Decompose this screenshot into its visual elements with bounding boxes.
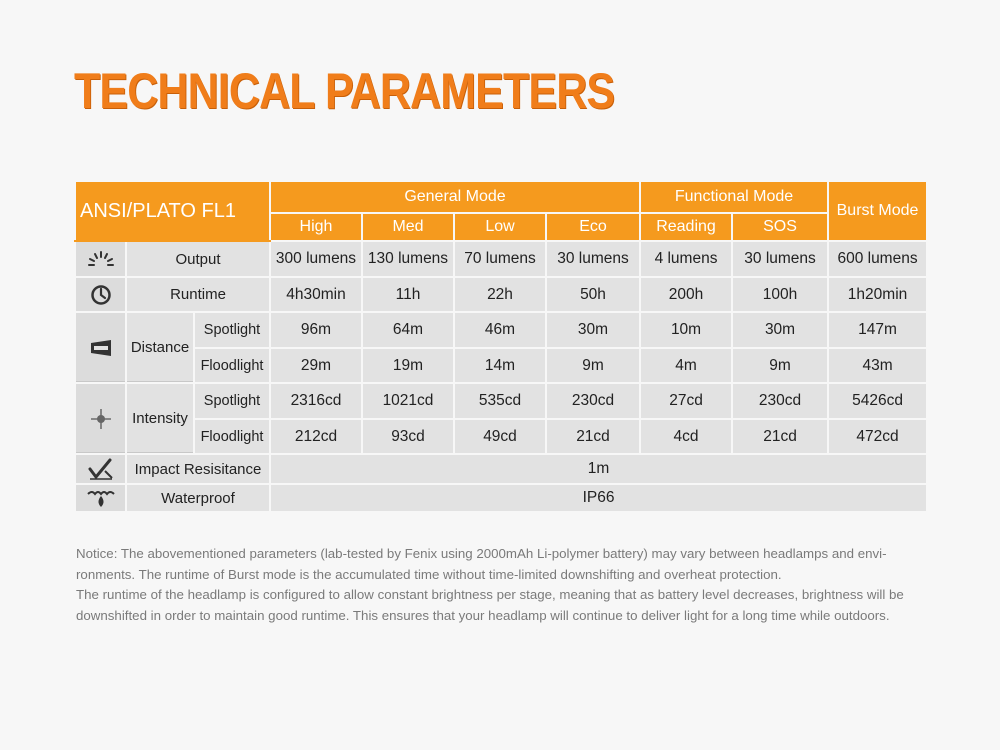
intensity-floodlight-row [75,419,927,454]
distance-flood-eco: 9m [546,348,640,383]
intensity-flood-reading: 4cd [640,419,732,454]
runtime-low: 22h [454,277,546,312]
intensity-spot-high: 2316cd [270,383,362,419]
crosshair-intensity-icon [75,383,126,454]
intensity-spotlight-row [75,383,927,419]
waterproof-row [75,484,927,512]
distance-spot-low: 46m [454,312,546,348]
distance-floodlight-row [75,348,927,383]
runtime-label: Runtime [126,277,270,312]
beam-distance-icon [75,312,126,383]
distance-flood-med: 19m [362,348,454,383]
page-title: TECHNICAL PARAMETERS [74,63,615,119]
intensity-flood-high: 212cd [270,419,362,454]
output-low: 70 lumens [454,241,546,277]
output-burst: 600 lumens [828,241,927,277]
group-general-mode: General Mode [270,181,640,213]
mode-eco: Eco [546,213,640,241]
distance-spot-med: 64m [362,312,454,348]
light-burst-icon [75,241,126,277]
output-reading: 4 lumens [640,241,732,277]
distance-flood-reading: 4m [640,348,732,383]
distance-spotlight-row [75,312,927,348]
output-eco: 30 lumens [546,241,640,277]
mode-reading: Reading [640,213,732,241]
impact-value: 1m [270,454,927,484]
distance-flood-sos: 9m [732,348,828,383]
runtime-high: 4h30min [270,277,362,312]
intensity-spot-low: 535cd [454,383,546,419]
intensity-flood-burst: 472cd [828,419,927,454]
header-row-groups [75,181,927,213]
intensity-floodlight-label: Floodlight [194,419,270,454]
output-label: Output [126,241,270,277]
waterproof-label: Waterproof [126,484,270,512]
impact-check-icon [75,454,126,484]
intensity-spot-sos: 230cd [732,383,828,419]
intensity-spot-eco: 230cd [546,383,640,419]
intensity-flood-med: 93cd [362,419,454,454]
distance-label: Distance [126,312,194,383]
distance-flood-burst: 43m [828,348,927,383]
distance-spot-high: 96m [270,312,362,348]
runtime-med: 11h [362,277,454,312]
mode-low: Low [454,213,546,241]
distance-spot-burst: 147m [828,312,927,348]
clock-icon [75,277,126,312]
output-row [75,241,927,277]
runtime-sos: 100h [732,277,828,312]
output-sos: 30 lumens [732,241,828,277]
runtime-row [75,277,927,312]
intensity-flood-low: 49cd [454,419,546,454]
distance-spotlight-label: Spotlight [194,312,270,348]
intensity-spot-med: 1021cd [362,383,454,419]
runtime-burst: 1h20min [828,277,927,312]
intensity-spotlight-label: Spotlight [194,383,270,419]
runtime-reading: 200h [640,277,732,312]
output-high: 300 lumens [270,241,362,277]
group-burst-mode: Burst Mode [828,181,927,241]
intensity-label: Intensity [126,383,194,454]
intensity-spot-reading: 27cd [640,383,732,419]
standard-label: ANSI/PLATO FL1 [75,181,270,241]
impact-row [75,454,927,484]
distance-floodlight-label: Floodlight [194,348,270,383]
notice-paragraph-2: The runtime of the headlamp is configured to allow constant brightness per stage, meaning that as battery level decreases, brightness will be downshifted in order to maintain good runtime. This ensures that your headlamp will continue to deliver light for a long time while outdoors. [76,587,904,623]
notice-text [76,544,926,626]
distance-flood-high: 29m [270,348,362,383]
notice-paragraph-1: Notice: The abovementioned parameters (lab-tested by Fenix using 2000mAh Li-polymer battery) may vary between headlamps and envi-ronments. The runtime of Burst mode is the accumulated time without time-limited downshifting and overheat protection. [76,546,887,582]
intensity-flood-eco: 21cd [546,419,640,454]
impact-label: Impact Resisitance [126,454,270,484]
intensity-spot-burst: 5426cd [828,383,927,419]
mode-high: High [270,213,362,241]
runtime-eco: 50h [546,277,640,312]
group-functional-mode: Functional Mode [640,181,828,213]
intensity-flood-sos: 21cd [732,419,828,454]
water-drop-icon [75,484,126,512]
distance-spot-sos: 30m [732,312,828,348]
mode-med: Med [362,213,454,241]
mode-sos: SOS [732,213,828,241]
distance-spot-reading: 10m [640,312,732,348]
distance-spot-eco: 30m [546,312,640,348]
waterproof-value: IP66 [270,484,927,512]
distance-flood-low: 14m [454,348,546,383]
parameters-table [74,180,928,513]
output-med: 130 lumens [362,241,454,277]
